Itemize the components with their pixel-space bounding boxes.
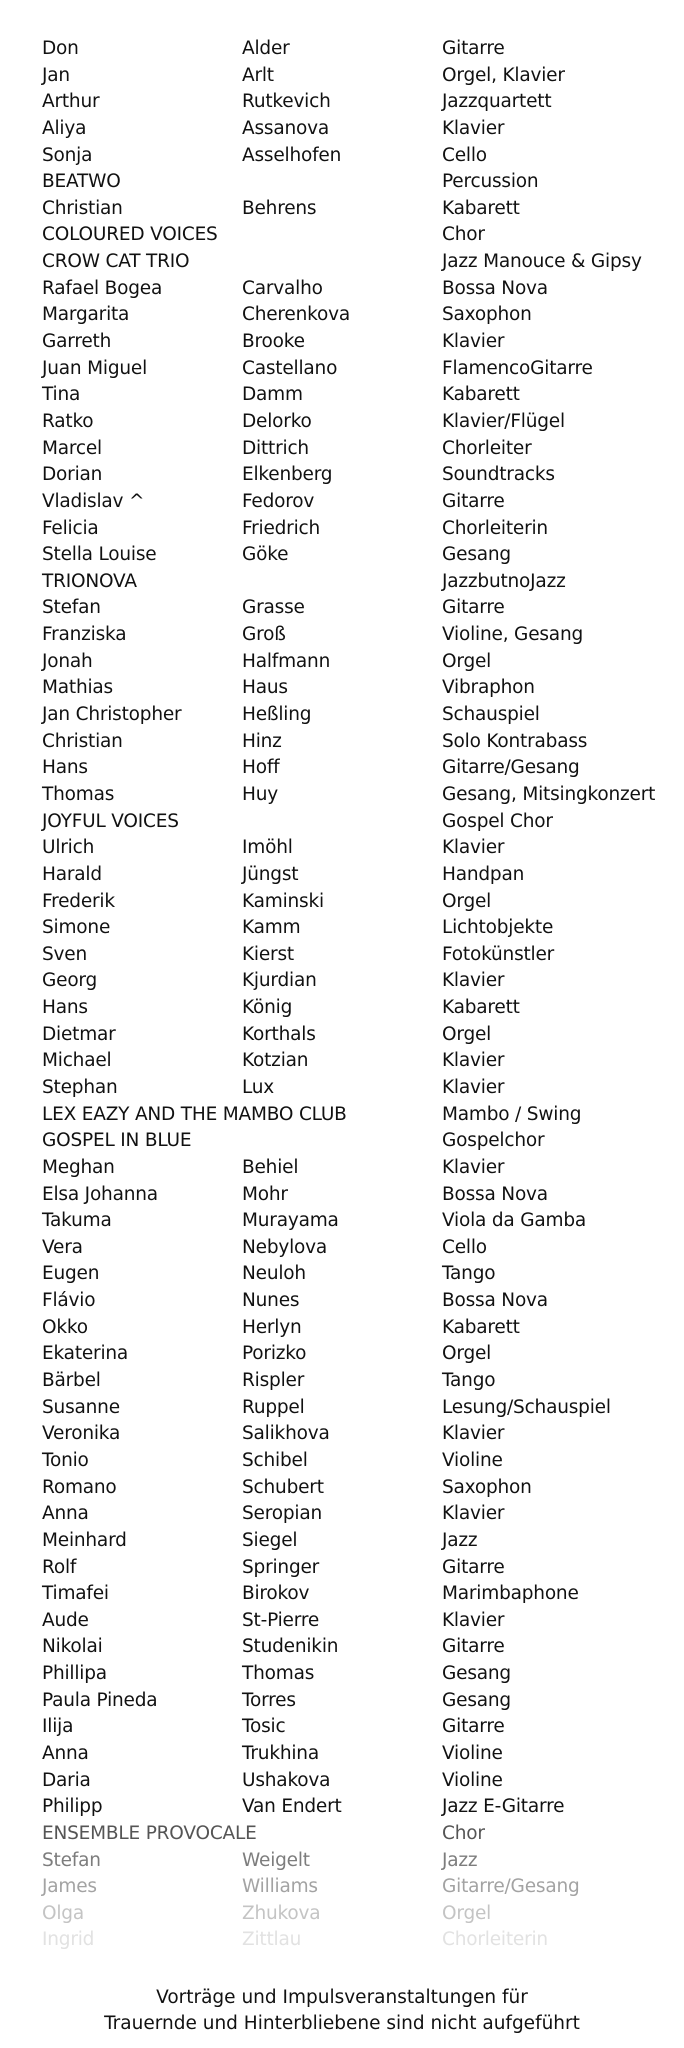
first-name: Stefan (42, 1849, 101, 1871)
last-name: Ushakova (242, 1769, 331, 1791)
first-name: Margarita (42, 304, 130, 326)
artist-row (42, 915, 662, 942)
first-name: Susanne (42, 1396, 120, 1418)
first-name: Ulrich (42, 837, 95, 859)
last-name: Springer (242, 1556, 320, 1578)
last-name: Kotzian (242, 1050, 309, 1072)
artist-row (42, 1555, 662, 1582)
artist-row (42, 1341, 662, 1368)
last-name: Huy (242, 783, 278, 805)
artist-row (42, 276, 662, 303)
genre: Bossa Nova (442, 1290, 548, 1312)
artist-row (42, 436, 662, 463)
artist-row (42, 1261, 662, 1288)
genre: Klavier (442, 331, 505, 353)
first-name: Timafei (42, 1583, 109, 1605)
genre: Klavier (442, 1609, 505, 1631)
first-name: Tina (42, 384, 81, 406)
last-name: Kamm (242, 917, 301, 939)
genre: Gesang (442, 1663, 511, 1685)
artist-row (42, 622, 662, 649)
genre: Solo Kontrabass (442, 730, 588, 752)
last-name: Halfmann (242, 650, 331, 672)
first-name: Ekaterina (42, 1343, 129, 1365)
genre: Lesung/Schauspiel (442, 1396, 611, 1418)
genre: Jazz (442, 1529, 478, 1551)
artist-row (42, 1528, 662, 1555)
artist-row (42, 1661, 662, 1688)
genre: Gesang (442, 1689, 511, 1711)
last-name: Murayama (242, 1210, 339, 1232)
genre: Gesang, Mitsingkonzert (442, 783, 656, 805)
artist-row (42, 1741, 662, 1768)
artist-row (42, 1688, 662, 1715)
first-name: Ilija (42, 1716, 74, 1738)
genre: Gesang (442, 544, 511, 566)
first-name: Juan Miguel (42, 357, 148, 379)
genre: Orgel (442, 1902, 492, 1924)
first-name: Anna (42, 1503, 89, 1525)
last-name: Behiel (242, 1156, 299, 1178)
first-name: Frederik (42, 890, 115, 912)
first-name: Sonja (42, 144, 93, 166)
first-name: Takuma (42, 1210, 112, 1232)
last-name: Carvalho (242, 277, 323, 299)
artist-row (42, 1634, 662, 1661)
first-name: Stephan (42, 1076, 118, 1098)
first-name: Felicia (42, 517, 99, 539)
last-name: Birokov (242, 1583, 310, 1605)
group-row (42, 569, 662, 596)
artist-row (42, 782, 662, 809)
first-name: James (42, 1876, 97, 1898)
genre: Saxophon (442, 1476, 532, 1498)
first-name: Michael (42, 1050, 112, 1072)
genre: Cello (442, 144, 487, 166)
artist-row (42, 143, 662, 170)
artist-row (42, 1395, 662, 1422)
genre: Gitarre (442, 38, 505, 59)
artist-row (42, 729, 662, 756)
last-name: Nunes (242, 1290, 300, 1312)
last-name: Assanova (242, 117, 329, 139)
last-name: Seropian (242, 1503, 322, 1525)
first-name: Harald (42, 863, 102, 885)
artist-row (42, 409, 662, 436)
artist-row (42, 329, 662, 356)
genre: Orgel (442, 1343, 492, 1365)
first-name: Jan Christopher (42, 704, 182, 726)
artist-row (42, 1714, 662, 1741)
last-name: Herlyn (242, 1316, 302, 1338)
artist-row (42, 1501, 662, 1528)
first-name: Dietmar (42, 1023, 116, 1045)
artist-row (42, 995, 662, 1022)
group-name: LEX EAZY AND THE MAMBO CLUB (42, 1103, 347, 1125)
genre: Percussion (442, 171, 539, 193)
artist-row (42, 1581, 662, 1608)
artist-row (42, 675, 662, 702)
last-name: Siegel (242, 1529, 298, 1551)
group-name: CROW CAT TRIO (42, 251, 190, 273)
last-name: Brooke (242, 331, 305, 353)
first-name: Christian (42, 197, 123, 219)
genre: Chorleiter (442, 437, 532, 459)
first-name: Phillipa (42, 1663, 107, 1685)
first-name: Veronika (42, 1423, 121, 1445)
last-name: Nebylova (242, 1236, 328, 1258)
genre: Gitarre (442, 597, 505, 619)
last-name: Zittlau (242, 1929, 302, 1951)
last-name: Hinz (242, 730, 282, 752)
genre: FlamencoGitarre (442, 357, 593, 379)
group-name: GOSPEL IN BLUE (42, 1130, 192, 1152)
artist-row (42, 1794, 662, 1821)
genre: Orgel (442, 650, 492, 672)
last-name: Jüngst (242, 863, 299, 885)
genre: Klavier (442, 1156, 505, 1178)
artist-row (42, 1288, 662, 1315)
group-name: TRIONOVA (42, 570, 137, 592)
genre: Klavier (442, 1050, 505, 1072)
genre: Gospel Chor (442, 810, 553, 832)
last-name: Göke (242, 544, 289, 566)
last-name: Torres (242, 1689, 296, 1711)
first-name: Bärbel (42, 1370, 101, 1392)
group-row (42, 1102, 662, 1129)
genre: Kabarett (442, 997, 520, 1019)
first-name: Aude (42, 1609, 89, 1631)
last-name: Cherenkova (242, 304, 350, 326)
first-name: Stefan (42, 597, 101, 619)
artist-row (42, 1608, 662, 1635)
group-name: BEATWO (42, 171, 121, 193)
last-name: Alder (242, 38, 290, 59)
last-name: Korthals (242, 1023, 316, 1045)
artist-list (42, 36, 662, 1954)
last-name: Mohr (242, 1183, 288, 1205)
genre: Gitarre/Gesang (442, 1876, 580, 1898)
artist-row (42, 1475, 662, 1502)
artist-row (42, 1874, 662, 1901)
first-name: Nikolai (42, 1636, 103, 1658)
artist-row (42, 1448, 662, 1475)
genre: Tango (442, 1370, 496, 1392)
artist-row (42, 1927, 662, 1954)
artist-row (42, 63, 662, 90)
first-name: Dorian (42, 464, 103, 486)
artist-row (42, 489, 662, 516)
first-name: Meinhard (42, 1529, 127, 1551)
last-name: Ruppel (242, 1396, 305, 1418)
first-name: Ingrid (42, 1929, 95, 1951)
artist-row (42, 835, 662, 862)
first-name: Philipp (42, 1796, 103, 1818)
first-name: Stella Louise (42, 544, 157, 566)
first-name: Tonio (42, 1449, 89, 1471)
last-name: Schubert (242, 1476, 324, 1498)
group-name: COLOURED VOICES (42, 224, 218, 246)
first-name: Meghan (42, 1156, 115, 1178)
last-name: Kierst (242, 943, 294, 965)
genre: Soundtracks (442, 464, 555, 486)
last-name: Salikhova (242, 1423, 330, 1445)
genre: Gitarre (442, 1716, 505, 1738)
genre: Klavier (442, 1076, 505, 1098)
genre: Klavier (442, 117, 505, 139)
last-name: Tosic (242, 1716, 286, 1738)
genre: Saxophon (442, 304, 532, 326)
genre: Chorleiterin (442, 1929, 548, 1951)
first-name: Rolf (42, 1556, 77, 1578)
last-name: Thomas (242, 1663, 315, 1685)
artist-row (42, 1368, 662, 1395)
artist-row (42, 542, 662, 569)
first-name: Garreth (42, 331, 112, 353)
artist-row (42, 1901, 662, 1928)
last-name: Groß (242, 624, 286, 646)
genre: Klavier (442, 970, 505, 992)
last-name: Friedrich (242, 517, 321, 539)
first-name: Simone (42, 917, 111, 939)
artist-row (42, 1182, 662, 1209)
genre: Kabarett (442, 1316, 520, 1338)
first-name: Thomas (42, 783, 115, 805)
first-name: Vladislav ^ (42, 490, 145, 512)
last-name: Fedorov (242, 490, 315, 512)
genre: Gitarre/Gesang (442, 757, 580, 779)
artist-row (42, 1075, 662, 1102)
genre: Tango (442, 1263, 496, 1285)
genre: Kabarett (442, 384, 520, 406)
first-name: Aliya (42, 117, 87, 139)
last-name: Zhukova (242, 1902, 321, 1924)
artist-row (42, 862, 662, 889)
last-name: Rispler (242, 1370, 305, 1392)
footer-note (0, 1985, 684, 2037)
group-name: JOYFUL VOICES (42, 810, 179, 832)
first-name: Olga (42, 1902, 84, 1924)
genre: Chor (442, 224, 485, 246)
last-name: Kjurdian (242, 970, 317, 992)
last-name: Porizko (242, 1343, 307, 1365)
first-name: Mathias (42, 677, 113, 699)
first-name: Marcel (42, 437, 102, 459)
genre: JazzbutnoJazz (442, 570, 566, 592)
artist-row (42, 356, 662, 383)
last-name: Schibel (242, 1449, 308, 1471)
first-name: Franziska (42, 624, 127, 646)
first-name: Arthur (42, 91, 100, 113)
genre: Violine (442, 1743, 503, 1764)
first-name: Flávio (42, 1290, 96, 1312)
last-name: Van Endert (242, 1796, 342, 1818)
last-name: Imöhl (242, 837, 293, 859)
artist-row (42, 649, 662, 676)
genre: Violine (442, 1769, 503, 1791)
artist-row (42, 702, 662, 729)
last-name: St-Pierre (242, 1609, 320, 1631)
artist-row (42, 755, 662, 782)
genre: Schauspiel (442, 704, 540, 726)
group-row (42, 1128, 662, 1155)
group-row (42, 169, 662, 196)
first-name: Sven (42, 943, 87, 965)
first-name: Jonah (42, 650, 93, 672)
last-name: Lux (242, 1076, 275, 1098)
first-name: Hans (42, 757, 88, 779)
genre: Klavier (442, 1503, 505, 1525)
artist-row (42, 1848, 662, 1875)
artist-row (42, 36, 662, 63)
artist-row (42, 382, 662, 409)
first-name: Paula Pineda (42, 1689, 158, 1711)
last-name: Damm (242, 384, 303, 406)
first-name: Rafael Bogea (42, 277, 163, 299)
last-name: Trukhina (242, 1743, 319, 1764)
first-name: Romano (42, 1476, 117, 1498)
genre: Jazz Manouce & Gipsy (442, 251, 642, 273)
genre: Vibraphon (442, 677, 535, 699)
first-name: Jan (42, 64, 70, 86)
genre: Gitarre (442, 1556, 505, 1578)
group-row (42, 809, 662, 836)
first-name: Christian (42, 730, 123, 752)
genre: Klavier/Flügel (442, 410, 565, 432)
first-name: Okko (42, 1316, 88, 1338)
first-name: Ratko (42, 410, 94, 432)
artist-row (42, 1768, 662, 1795)
first-name: Eugen (42, 1263, 100, 1285)
last-name: Grasse (242, 597, 305, 619)
artist-row (42, 516, 662, 543)
group-row (42, 222, 662, 249)
first-name: Don (42, 38, 79, 59)
artist-row (42, 1208, 662, 1235)
genre: Klavier (442, 837, 505, 859)
group-row (42, 249, 662, 276)
footer-line-2: Trauernde und Hinterbliebene sind nicht aufgeführt (104, 2013, 580, 2034)
last-name: Rutkevich (242, 91, 331, 113)
genre: Bossa Nova (442, 277, 548, 299)
artist-row (42, 1421, 662, 1448)
artist-row (42, 1315, 662, 1342)
genre: Orgel (442, 1023, 492, 1045)
last-name: Asselhofen (242, 144, 342, 166)
genre: Gitarre (442, 490, 505, 512)
last-name: Neuloh (242, 1263, 306, 1285)
last-name: Elkenberg (242, 464, 333, 486)
artist-row (42, 89, 662, 116)
genre: Orgel (442, 890, 492, 912)
artist-row (42, 196, 662, 223)
last-name: Castellano (242, 357, 338, 379)
genre: Lichtobjekte (442, 917, 554, 939)
last-name: Weigelt (242, 1849, 310, 1871)
genre: Klavier (442, 1423, 505, 1445)
last-name: Behrens (242, 197, 317, 219)
artist-row (42, 968, 662, 995)
genre: Violine, Gesang (442, 624, 584, 646)
genre: Viola da Gamba (442, 1210, 586, 1232)
genre: Kabarett (442, 197, 520, 219)
first-name: Elsa Johanna (42, 1183, 158, 1205)
genre: Bossa Nova (442, 1183, 548, 1205)
artist-row (42, 595, 662, 622)
genre: Orgel, Klavier (442, 64, 565, 86)
first-name: Daria (42, 1769, 91, 1791)
genre: Fotokünstler (442, 943, 555, 965)
genre: Chor (442, 1822, 485, 1844)
artist-row (42, 1048, 662, 1075)
genre: Gospelchor (442, 1130, 545, 1152)
genre: Mambo / Swing (442, 1103, 582, 1125)
genre: Violine (442, 1449, 503, 1471)
artist-row (42, 1022, 662, 1049)
genre: Handpan (442, 863, 525, 885)
last-name: Williams (242, 1876, 318, 1898)
first-name: Vera (42, 1236, 83, 1258)
artist-row (42, 1235, 662, 1262)
last-name: Arlt (242, 64, 274, 86)
first-name: Georg (42, 970, 98, 992)
genre: Chorleiterin (442, 517, 548, 539)
first-name: Anna (42, 1743, 89, 1764)
last-name: Dittrich (242, 437, 309, 459)
artist-row (42, 889, 662, 916)
artist-row (42, 942, 662, 969)
group-row (42, 1821, 662, 1848)
genre: Jazz (442, 1849, 478, 1871)
last-name: Kaminski (242, 890, 324, 912)
last-name: Studenikin (242, 1636, 339, 1658)
genre: Marimbaphone (442, 1583, 579, 1605)
artist-row (42, 116, 662, 143)
last-name: Haus (242, 677, 288, 699)
last-name: Hoff (242, 757, 280, 779)
genre: Cello (442, 1236, 487, 1258)
genre: Jazz E-Gitarre (442, 1796, 565, 1818)
footer-line-1: Vorträge und Impulsveranstaltungen für (156, 1987, 528, 2008)
artist-row (42, 302, 662, 329)
last-name: Delorko (242, 410, 312, 432)
genre: Jazzquartett (442, 91, 552, 113)
first-name: Hans (42, 997, 88, 1019)
artist-row (42, 462, 662, 489)
last-name: König (242, 997, 293, 1019)
group-name: ENSEMBLE PROVOCALE (42, 1822, 257, 1844)
artist-row (42, 1155, 662, 1182)
last-name: Heßling (242, 704, 312, 726)
genre: Gitarre (442, 1636, 505, 1658)
